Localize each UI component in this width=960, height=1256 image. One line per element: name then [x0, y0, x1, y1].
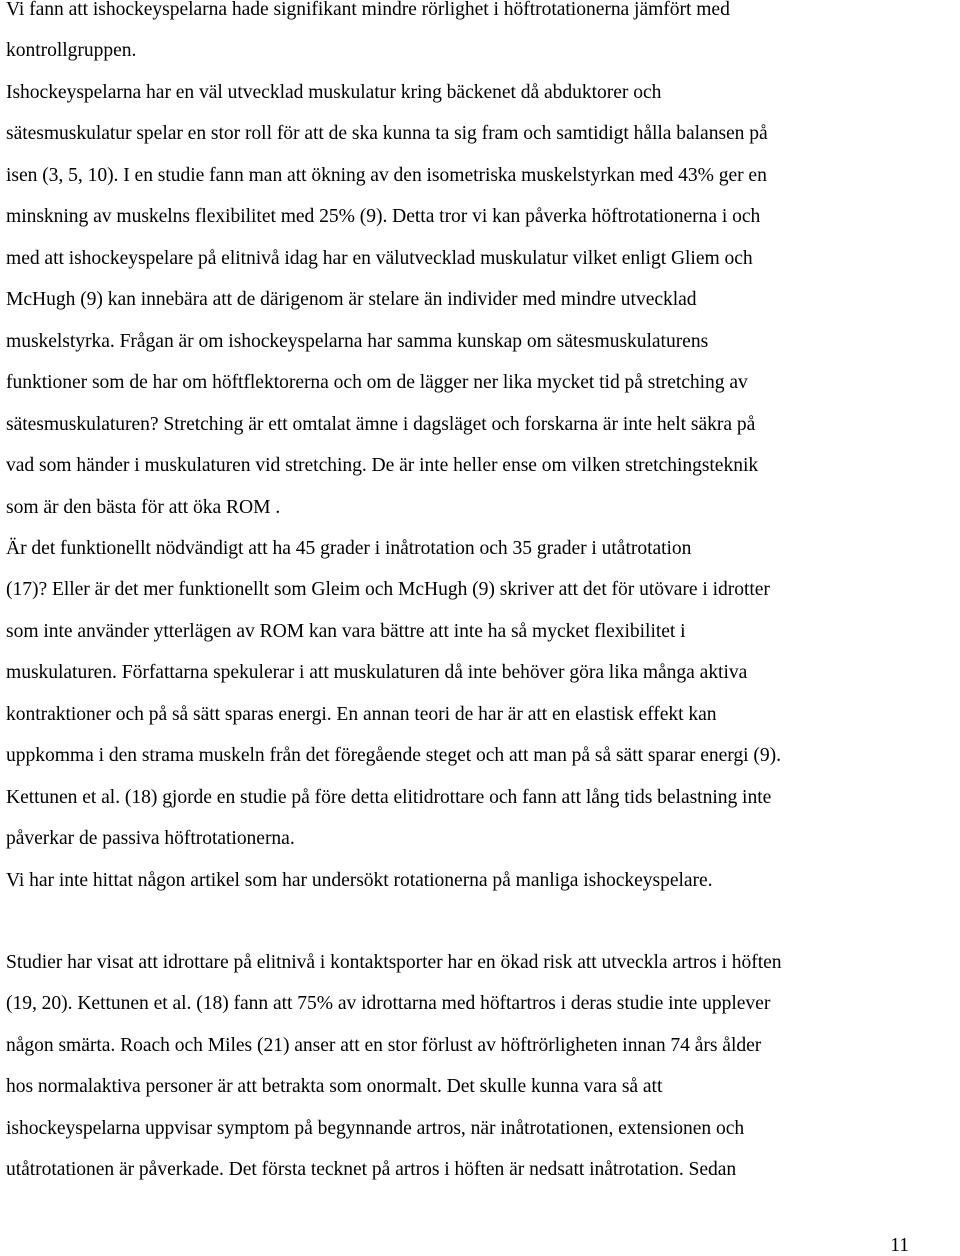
text-line: sätesmuskulatur spelar en stor roll för att de ska kunna ta sig fram och samtidigt hålla balansen på: [6, 123, 768, 144]
text-line: funktioner som de har om höftflektorerna och om de lägger ner lika mycket tid på stretching av: [6, 372, 748, 393]
text-line: muskulaturen. Författarna spekulerar i att muskulaturen då inte behöver göra lika många aktiva: [6, 662, 748, 683]
text-line: (17)? Eller är det mer funktionellt som Gleim och McHugh (9) skriver att det för utövare i idrotter: [6, 579, 770, 600]
text-line: som är den bästa för att öka ROM .: [6, 497, 281, 518]
text-line: minskning av muskelns flexibilitet med 25% (9). Detta tror vi kan påverka höftrotationerna i och: [6, 206, 761, 227]
text-line: Vi fann att ishockeyspelarna hade signifikant mindre rörlighet i höftrotationerna jämfört med: [6, 0, 730, 20]
text-line: hos normalaktiva personer är att betrakta som onormalt. Det skulle kunna vara så att: [6, 1076, 663, 1097]
text-line: Ishockeyspelarna har en väl utvecklad muskulatur kring bäckenet då abduktorer och: [6, 82, 662, 103]
text-line: isen (3, 5, 10). I en studie fann man att ökning av den isometriska muskelstyrkan med 43% ger en: [6, 165, 767, 186]
text-line: Är det funktionellt nödvändigt att ha 45 grader i inåtrotation och 35 grader i utåtrotation: [6, 538, 692, 559]
text-line: utåtrotationen är påverkade. Det första tecknet på artros i höften är nedsatt inåtrotation. Sedan: [6, 1159, 737, 1180]
text-line: kontrollgruppen.: [6, 40, 137, 61]
text-line: (19, 20). Kettunen et al. (18) fann att 75% av idrottarna med höftartros i deras studie inte upplever: [6, 993, 771, 1014]
text-line: Vi har inte hittat någon artikel som har undersökt rotationerna på manliga ishockeyspelare.: [6, 870, 713, 891]
text-line: sätesmuskulaturen? Stretching är ett omtalat ämne i dagsläget och forskarna är inte helt säkra på: [6, 414, 756, 435]
text-line: muskelstyrka. Frågan är om ishockeyspelarna har samma kunskap om sätesmuskulaturens: [6, 331, 709, 352]
text-line: med att ishockeyspelare på elitnivå idag har en välutvecklad muskulatur vilket enligt Gliem och: [6, 248, 753, 269]
text-line: uppkomma i den strama muskeln från det föregående steget och att man på så sätt sparar energi (9).: [6, 745, 781, 766]
page-number: 11: [890, 1235, 909, 1256]
text-line: påverkar de passiva höftrotationerna.: [6, 828, 295, 849]
text-line: Studier har visat att idrottare på elitnivå i kontaktsporter har en ökad risk att utveckla artros i höften: [6, 952, 782, 973]
text-line: kontraktioner och på så sätt sparas energi. En annan teori de har är att en elastisk effekt kan: [6, 704, 717, 725]
text-line: ishockeyspelarna uppvisar symptom på begynnande artros, när inåtrotationen, extensionen och: [6, 1118, 745, 1139]
text-line: Kettunen et al. (18) gjorde en studie på före detta elitidrottare och fann att lång tids belastning inte: [6, 787, 772, 808]
text-line: vad som händer i muskulaturen vid stretching. De är inte heller ense om vilken stretchingsteknik: [6, 455, 759, 476]
text-line: McHugh (9) kan innebära att de därigenom är stelare än individer med mindre utvecklad: [6, 289, 697, 310]
text-line: som inte använder ytterlägen av ROM kan vara bättre att inte ha så mycket flexibilitet i: [6, 621, 686, 642]
text-line: någon smärta. Roach och Miles (21) anser att en stor förlust av höftrörligheten innan 74 års ålder: [6, 1035, 762, 1056]
